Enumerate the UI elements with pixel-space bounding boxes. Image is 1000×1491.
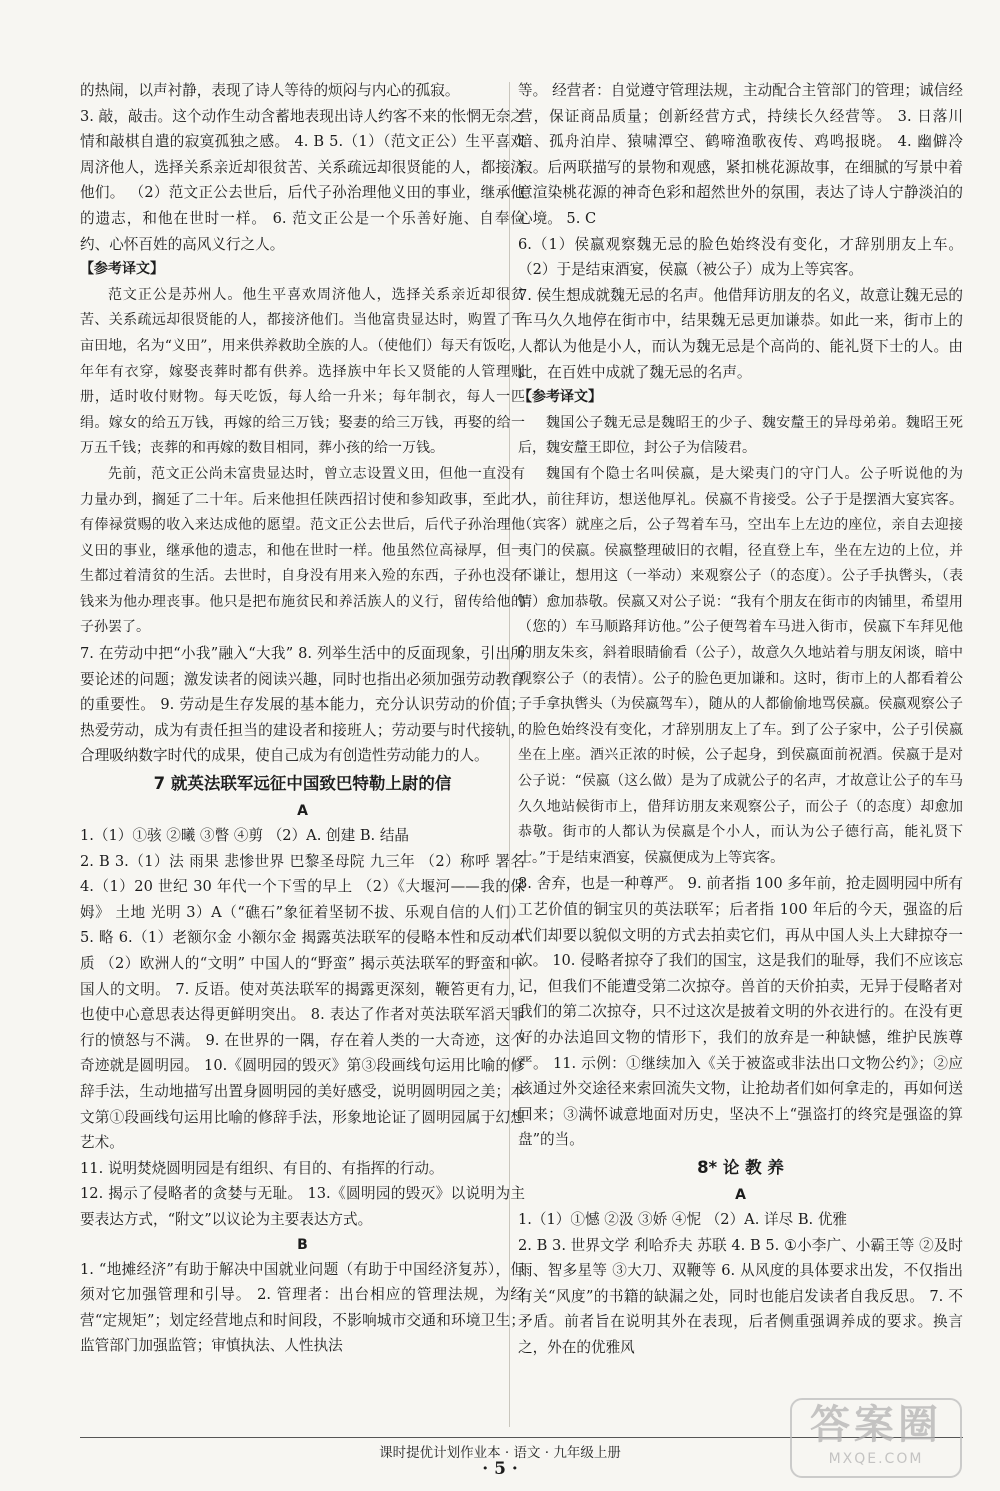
- answer-paragraph: 7. 侯生想成就魏无忌的名声。他借拜访朋友的名义，故意让魏无忌的车马久久地停在街市中，结果魏无忌更加谦恭。如此一来，街市上的人都认为他是小人，而认为魏无忌是个高尚的、能礼贤下士的人。由此，在百姓中成就了魏无忌的名声。: [518, 286, 963, 381]
- answer-paragraph: 3. 敲，敲击。这个动作生动含蓄地表现出诗人约客不来的怅惘无奈之情和敲棋自遣的寂寞孤独之感。 4. B 5.（1）（范文正公）生平喜欢周济他人，选择关系亲近却很贫苦、关系疏远却很贤能的人，都接济他们。 （2）范文正公去世后，后代子孙治理他义田的事业，继承他的遗志，和他在世时一样。 6. 范文正公是一个乐善好施、自奉俭约、心怀百姓的高风义行之人。: [80, 107, 525, 253]
- right-column: [518, 78, 963, 1361]
- translation-paragraph: 魏国有个隐士名叫侯嬴，是大梁夷门的守门人。公子听说他的为人，前往拜访，想送他厚礼。侯嬴不肯接受。公子于是摆酒大宴宾客。（宾客）就座之后，公子驾着车马，空出车上左边的座位，亲自去迎接夷门的侯嬴。侯嬴整理破旧的衣帽，径直登上车，坐在左边的上位，并不谦让，想用这（一举动）来观察公子（的态度）。公子手执辔头，（表情）愈加恭敬。侯嬴又对公子说：“我有个朋友在街市的肉铺里，希望用（您的）车马顺路拜访他。”公子便驾着车马进入街市，侯嬴下车拜见他的朋友朱亥，斜着眼睛偷看（公子），故意久久地站着与朋友闲谈，暗中观察公子（的表情）。公子的脸色更加谦和。这时，街市上的人都看着公子手拿执辔头（为侯嬴驾车），随从的人都偷偷地骂侯嬴。侯嬴观察公子的脸色始终没有变化，才辞别朋友上了车。到了公子家中，公子引侯嬴坐在上座。酒兴正浓的时候，公子起身，到侯嬴面前祝酒。侯嬴于是对公子说：“侯嬴（这么做）是为了成就公子的名声，才故意让公子的车马久久地站候街市上，借拜访朋友来观察公子，而公子（的态度）却愈加恭敬。街市的人都认为侯嬴是个小人，而认为公子德行高，能礼贤下士。”于是结束酒宴，侯嬴便成为上等宾客。: [518, 465, 963, 866]
- answer-paragraph: 等。 经营者：自觉遵守管理法规，主动配合主管部门的管理；诚信经营，保证商品质量；创新经营方式，持续长久经营等。 3. 日落川暗、孤舟泊岸、猿啸潭空、鹤啼渔歌夜传、鸡鸣报晓。 4. 幽僻冷寂。后两联描写的景物和观感，紧扣桃花源故事，在细腻的写景中着意渲染桃花源的神奇色彩和超然世外的氛围，表达了诗人宁静淡泊的心境。 5. C: [518, 82, 963, 227]
- answer-paragraph: 7. 在劳动中把“小我”融入“大我” 8. 列举生活中的反面现象，引出所要论述的问题；激发读者的阅读兴趣，同时也指出必须加强劳动教育的重要性。 9. 劳动是生存发展的基本能力，充分认识劳动的价值；热爱劳动，成为有责任担当的建设者和接班人；劳动要与时代接轨，合理吸纳数字时代的成果，使自己成为有创造性劳动能力的人。: [80, 645, 525, 765]
- footer-title: 课时提优计划作业本 · 语文 · 九年级上册: [379, 1445, 621, 1461]
- subsection-label: A: [297, 803, 308, 820]
- answer-paragraph: 11. 说明焚烧圆明园是有组织、有目的、有指挥的行动。: [80, 1159, 444, 1177]
- left-column: [80, 78, 525, 1359]
- reference-translation-tag: 【参考译文】: [80, 261, 164, 278]
- reference-translation-tag: 【参考译文】: [518, 389, 602, 406]
- answer-paragraph: 1.（1）①憾 ②汲 ③娇 ④怩 （2）A. 详尽 B. 优雅: [518, 1210, 848, 1228]
- answer-paragraph: 1. “地摊经济”有助于解决中国就业问题（有助于中国经济复苏），但须对它加强管理和引导。 2. 管理者：出台相应的管理法规，为经营“定规矩”；划定经营地点和时间段，不影响城市交通和环境卫生；监管部门加强监管；审慎执法、人性执法: [80, 1260, 525, 1355]
- watermark-logo: [790, 1398, 962, 1478]
- subsection-label: B: [297, 1236, 308, 1253]
- answer-paragraph: 2. B 3.（1）法 雨果 悲惨世界 巴黎圣母院 九三年 （2）称呼 署名 4.（1）20 世纪 30 年代一个下雪的早上 （2）《大堰河——我的保姆》 土地 光明 3）A（“礁石”象征着坚韧不拔、乐观自信的人们） 5. 略 6.（1）老额尔金 小额尔金 揭露英法联军的侵略本性和反动本质 （2）欧洲人的“文明” 中国人的“野蛮” 揭示英法联军的野蛮和中国人的文明。 7. 反语。使对英法联军的揭露更深刻，鞭笞更有力，也使中心意思表达得更鲜明突出。 8. 表达了作者对英法联军滔天罪行的愤怒与不满。 9. 在世界的一隅，存在着人类的一大奇迹，这个奇迹就是圆明园。 10.《圆明园的毁灭》第③段画线句运用比喻的修辞手法，生动地描写出置身圆明园的美好感受，说明圆明园之美；本文第①段画线句运用比喻的修辞手法，形象地论证了圆明园属于幻想艺术。: [80, 852, 525, 1152]
- translation-paragraph: 魏国公子魏无忌是魏昭王的少子、魏安釐王的异母弟弟。魏昭王死后，魏安釐王即位，封公子为信陵君。: [518, 414, 963, 457]
- answer-paragraph: 8. 舍弃，也是一种尊严。 9. 前者指 100 多年前，抢走圆明园中所有工艺价值的铜宝贝的英法联军；后者指 100 年后的今天，强盗的后代们却要以貌似文明的方式去拍卖它们，再从中国人头上大肆掠夺一次。 10. 侵略者掠夺了我们的国宝，这是我们的耻辱，我们不应该忘记，但我们不能遭受第二次掠夺。兽首的天价拍卖，无异于侵略者对我们的第二次掠夺，只不过这次是披着文明的外衣进行的。在没有更好的办法追回文物的情形下，我们的放弃是一种缺憾，维护民族尊严。 11. 示例：①继续加入《关于被盗或非法出口文物公约》；②应该通过外交途径来索回流失文物，让抢劫者们如何拿走的，再如何送回来；③满怀诚意地面对历史，坚决不上“强盗打的终究是强盗的算盘”的当。: [518, 875, 963, 1149]
- watermark-title: 答案圈: [810, 1402, 942, 1448]
- answer-paragraph: 1.（1）①骇 ②曦 ③瞥 ④剪 （2）A. 创建 B. 结晶: [80, 827, 410, 845]
- answer-paragraph: 的热闹，以声衬静，表现了诗人等待的烦闷与内心的孤寂。: [80, 82, 460, 99]
- watermark-url: MXQE.COM: [828, 1451, 924, 1467]
- translation-paragraph: 范文正公是苏州人。他生平喜欢周济他人，选择关系亲近却很贫苦、关系疏远却很贤能的人，都接济他们。当他富贵显达时，购置了千亩田地，名为“义田”，用来供养救助全族的人。（使他们）每天有饭吃，年年有衣穿，嫁娶丧葬时都有供养。选择族中年长又贤能的人管理账册，适时收付财物。每天吃饭，每人给一升米；每年制衣，每人一匹绢。嫁女的给五万钱，再嫁的给三万钱；娶妻的给三万钱，再娶的给一万五千钱；丧葬的和再嫁的数目相同，葬小孩的给一万钱。: [80, 286, 525, 457]
- answer-paragraph: 12. 揭示了侵略者的贪婪与无耻。 13.《圆明园的毁灭》以说明为主要表达方式，“附文”以议论为主要表达方式。: [80, 1185, 525, 1228]
- section-heading: 8* 论 教 养: [697, 1157, 784, 1177]
- answer-paragraph: 2. B 3. 世界文学 利哈乔夫 苏联 4. B 5. ①小李广、小霸王等 ②及时雨、智多星等 ③大刀、双鞭等 6. 从风度的具体要求出发，不仅指出有关“风度”的书籍的缺漏之处，同时也能启发读者自我反思。 7. 不矛盾。前者旨在说明其外在表现，后者侧重强调养成的要求。换言之，外在的优雅风: [518, 1236, 963, 1356]
- page-number: · 5 ·: [482, 1459, 518, 1479]
- section-heading: 7 就英法联军远征中国致巴特勒上尉的信: [153, 774, 452, 794]
- subsection-label: A: [735, 1186, 746, 1203]
- translation-paragraph: 先前，范文正公尚未富贵显达时，曾立志设置义田，但他一直没有力量办到，搁延了二十年。后来他担任陕西招讨使和参知政事，至此才有俸禄赏赐的收入来达成他的愿望。范文正公去世后，后代子孙治理他义田的事业，继承他的遗志，和他在世时一样。他虽然位高禄厚，但一生都过着清贫的生活。去世时，自身没有用来入殓的东西，子孙也没有钱来为他办理丧事。他只是把布施贫民和养活族人的义行，留传给他的子孙罢了。: [80, 465, 525, 636]
- answer-paragraph: 6.（1）侯嬴观察魏无忌的脸色始终没有变化，才辞别朋友上车。 （2）于是结束酒宴，侯嬴（被公子）成为上等宾客。: [518, 235, 963, 279]
